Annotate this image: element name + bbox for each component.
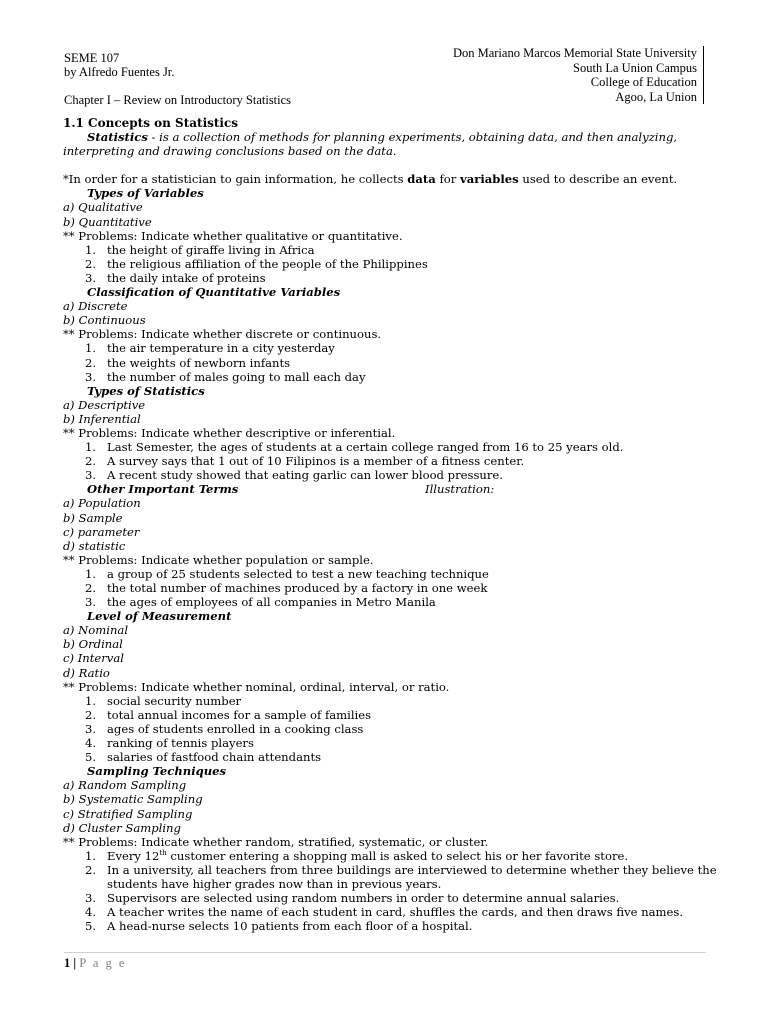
course-code: SEME 107 [64, 51, 120, 65]
problem-list [63, 341, 723, 383]
option-item: a) Discrete [63, 299, 128, 314]
item-text: Last Semester, the ages of students at a certain college ranged from 16 to 25 years old. [107, 440, 624, 455]
problem-list [63, 243, 723, 285]
heading-other-terms [63, 482, 723, 496]
list-item [63, 905, 723, 919]
item-text: In a university, all teachers from three buildings are interviewed to determine whether they believe the students have higher grades now than in previous years. [107, 862, 717, 891]
item-number: 1. [85, 693, 97, 708]
item-number: 3. [85, 369, 97, 384]
chapter-title: Chapter I – Review on Introductory Statistics [64, 93, 292, 107]
ordinal-suffix: th [159, 848, 167, 857]
item-number: 3. [85, 595, 97, 610]
item-text: the religious affiliation of the people of the Philippines [107, 256, 428, 271]
item-text-part: Every 12 [107, 848, 160, 863]
item-text: the weights of newborn infants [107, 355, 291, 370]
footer-separator: | [70, 956, 80, 970]
item-text: the daily intake of proteins [107, 270, 266, 285]
list-item [63, 750, 723, 764]
list-item [63, 243, 723, 257]
option-item: b) Inferential [63, 411, 141, 426]
option-item: c) Stratified Sampling [63, 806, 193, 821]
list-item [63, 694, 723, 708]
intro-paragraph [63, 172, 723, 186]
problem-prompt: ** Problems: Indicate whether nominal, ordinal, interval, or ratio. [63, 679, 450, 694]
item-number: 5. [85, 919, 97, 934]
option-item: b) Ordinal [63, 637, 123, 652]
item-number: 1. [85, 242, 97, 257]
list-item [63, 454, 723, 468]
intro-text-1: In order for a statistician to gain information, he collects [68, 172, 408, 187]
problem-prompt: ** Problems: Indicate whether discrete or continuous. [63, 327, 382, 342]
option-item: d) Ratio [63, 665, 110, 680]
option-item: a) Nominal [63, 623, 129, 638]
intro-text-2: for [435, 172, 460, 187]
item-number: 2. [85, 862, 97, 877]
item-text: ranking of tennis players [107, 736, 254, 751]
asterisk: * [63, 172, 69, 187]
item-number: 1. [85, 848, 97, 863]
list-item [63, 708, 723, 722]
problem-prompt: ** Problems: Indicate whether random, stratified, systematic, or cluster. [63, 834, 489, 849]
option-item: b) Continuous [63, 313, 146, 328]
item-text: salaries of fastfood chain attendants [107, 750, 322, 765]
item-text: the number of males going to mall each day [107, 369, 366, 384]
item-text [107, 849, 723, 863]
item-number: 2. [85, 256, 97, 271]
option-item: a) Descriptive [63, 397, 146, 412]
list-item [63, 891, 723, 905]
option-item: a) Random Sampling [63, 778, 187, 793]
page-footer [64, 952, 706, 971]
intro-data-word: data [407, 172, 436, 187]
heading-types-of-variables: Types of Variables [87, 186, 204, 201]
item-text-part: customer entering a shopping mall is asked to select his or her favorite store. [166, 848, 629, 863]
list-item [63, 581, 723, 595]
item-text: A teacher writes the name of each student in card, shuffles the cards, and then draws five names. [107, 905, 684, 920]
item-text: A survey says that 1 out of 10 Filipinos is a member of a fitness center. [107, 454, 525, 469]
item-number: 3. [85, 891, 97, 906]
list-item [63, 567, 723, 581]
item-text: A head-nurse selects 10 patients from each floor of a hospital. [107, 919, 473, 934]
list-item [63, 370, 723, 384]
option-item: d) statistic [63, 538, 126, 553]
option-item: a) Qualitative [63, 200, 143, 215]
item-number: 2. [85, 707, 97, 722]
problem-prompt: ** Problems: Indicate whether population or sample. [63, 552, 374, 567]
item-text: ages of students enrolled in a cooking class [107, 721, 364, 736]
item-number: 3. [85, 468, 97, 483]
item-number: 4. [85, 736, 97, 751]
problem-prompt: ** Problems: Indicate whether qualitative or quantitative. [63, 228, 403, 243]
list-item [63, 257, 723, 271]
document-body [63, 116, 723, 933]
item-number: 1. [85, 341, 97, 356]
option-item: a) Population [63, 496, 141, 511]
header-right [453, 46, 704, 104]
option-item: b) Sample [63, 510, 123, 525]
item-text: a group of 25 students selected to test a new teaching technique [107, 566, 489, 581]
page-number: 1 [64, 956, 71, 970]
intro-text-3: used to describe an event. [518, 172, 678, 187]
location: Agoo, La Union [615, 89, 697, 104]
heading-level-of-measurement: Level of Measurement [87, 609, 232, 624]
section-title: 1.1 Concepts on Statistics [63, 116, 239, 130]
list-item [63, 440, 723, 454]
option-item: b) Systematic Sampling [63, 792, 203, 807]
list-item [63, 356, 723, 370]
list-item [63, 863, 723, 891]
intro-variables-word: variables [459, 172, 519, 187]
header-left [64, 51, 174, 79]
page-word: P a g e [79, 956, 127, 970]
item-number: 3. [85, 270, 97, 285]
statistics-definition [63, 130, 723, 158]
problem-list [63, 440, 723, 482]
definition-term: Statistics [87, 130, 148, 145]
heading-sampling-techniques: Sampling Techniques [87, 764, 227, 779]
author: by Alfredo Fuentes Jr. [64, 65, 175, 79]
item-number: 2. [85, 454, 97, 469]
list-item [63, 595, 723, 609]
option-item: c) Interval [63, 651, 124, 666]
list-item [63, 736, 723, 750]
list-item [63, 341, 723, 355]
college-name: College of Education [590, 75, 697, 89]
item-text: the height of giraffe living in Africa [107, 242, 315, 257]
item-number: 1. [85, 440, 97, 455]
illustration-label: Illustration: [425, 482, 495, 497]
item-number: 2. [85, 581, 97, 595]
item-text: Supervisors are selected using random numbers in order to determine annual salaries. [107, 891, 620, 906]
item-number: 3. [85, 721, 97, 736]
item-text: the total number of machines produced by a factory in one week [107, 581, 488, 595]
problem-prompt: ** Problems: Indicate whether descriptive or inferential. [63, 425, 396, 440]
item-text: the air temperature in a city yesterday [107, 341, 335, 356]
list-item [63, 271, 723, 285]
definition-text: - is a collection of methods for planning experiments, obtaining data, and then analyzing, interpreting and drawing conclusions based on the data. [63, 130, 678, 159]
heading-types-of-statistics: Types of Statistics [87, 383, 205, 398]
item-number: 1. [85, 566, 97, 581]
option-item: b) Quantitative [63, 214, 152, 229]
item-text: total annual incomes for a sample of families [107, 707, 372, 722]
option-item: c) parameter [63, 524, 140, 539]
item-number: 2. [85, 355, 97, 370]
campus-name: South La Union Campus [573, 60, 697, 75]
problem-list [63, 849, 723, 934]
item-number: 4. [85, 905, 97, 920]
list-item [63, 468, 723, 482]
university-name: Don Mariano Marcos Memorial State University [452, 46, 697, 60]
list-item [63, 919, 723, 933]
problem-list [63, 694, 723, 764]
item-number: 5. [85, 750, 97, 765]
list-item [63, 849, 723, 863]
option-item: d) Cluster Sampling [63, 820, 181, 835]
item-text: the ages of employees of all companies in Metro Manila [107, 595, 436, 610]
other-terms-label: Other Important Terms [87, 482, 239, 497]
item-text: social security number [107, 693, 242, 708]
item-text: A recent study showed that eating garlic can lower blood pressure. [107, 468, 503, 483]
list-item [63, 722, 723, 736]
problem-list [63, 567, 723, 609]
heading-classification: Classification of Quantitative Variables [87, 285, 341, 300]
